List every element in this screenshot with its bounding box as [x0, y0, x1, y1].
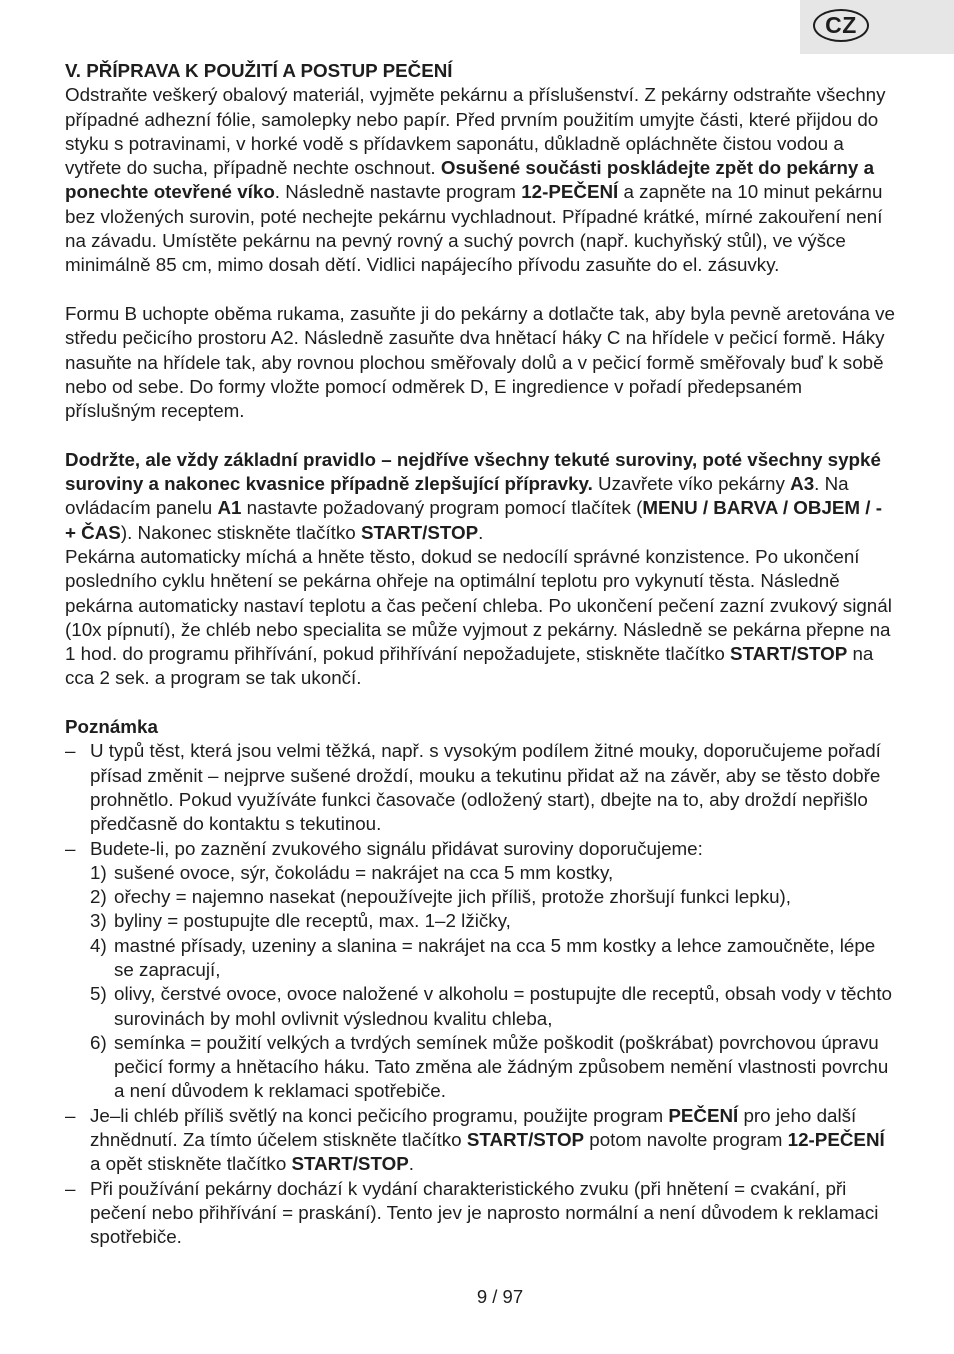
bold-run: MENU / BARVA / OBJEM / - + ČAS: [65, 497, 882, 543]
item-number: 6): [90, 1031, 107, 1053]
bold-run: Dodržte, ale vždy základní pravidlo – nejdříve všechny tekuté suroviny, poté všechny sypké suroviny a nakonec kvasnice případně zlepšující přípravky.: [65, 448, 881, 495]
item-text: sušené ovoce, sýr, čokoládu = nakrájet na cca 5 mm kostky,: [114, 861, 614, 883]
bold-run: A3: [790, 473, 815, 495]
bold-run: 12-PEČENÍ: [521, 181, 619, 203]
ingredient-list: [90, 861, 895, 1104]
note-list: [65, 739, 895, 1249]
numbered-item: [90, 934, 895, 983]
numbered-item: [90, 982, 895, 1031]
bold-run: 12-PEČENÍ: [787, 1129, 885, 1151]
bold-run: START/STOP: [730, 643, 848, 665]
paragraph-rule: [65, 448, 895, 545]
text-run: .: [478, 521, 484, 543]
list-item: – Při používání pekárny dochází k vydání charakteristického zvuku (při hnětení = cvakání, při pečení nebo přihřívání = praskání). Tento jev je naprosto normální a není důvodem k reklamaci spotřebiče.: [65, 1177, 895, 1250]
item-text: byliny = postupujte dle receptů, max. 1–2 lžičky,: [114, 910, 511, 932]
item-number: 2): [90, 886, 107, 908]
numbered-item: [90, 1031, 895, 1104]
paragraph-process: [65, 545, 895, 691]
paragraph-form: Formu B uchopte oběma rukama, zasuňte ji do pekárny a dotlačte tak, aby byla pevně aretována ve středu pečicího prostoru A2. Následně zasuňte dva hnětací háky C na hřídele v pečicí formě. Háky nasuňte na hřídele tak, aby rovnou plochou směřovaly dolů a v pečicí formě směřovaly buď k sobě nebo od sebe. Do formy vložte pomocí odměrek D, E ingredience v pořadí předepsaném příslušným receptem.: [65, 302, 895, 422]
bold-run: START/STOP: [291, 1153, 409, 1175]
text-run: . Na ovládacím panelu: [65, 473, 849, 519]
numbered-item: [90, 909, 895, 933]
language-badge: CZ: [813, 9, 869, 42]
text-run: a opět stiskněte tlačítko: [90, 1153, 292, 1175]
numbered-item: [90, 885, 895, 909]
language-tab: [800, 0, 954, 54]
page-number: 9 / 97: [476, 1286, 524, 1307]
text-run: Je–li chléb příliš světlý na konci pečicího programu, použijte program: [90, 1104, 669, 1126]
item-number: 4): [90, 934, 107, 956]
text-run: ). Nakonec stiskněte tlačítko: [120, 521, 361, 543]
text-run: Uzavřete víko pekárny: [592, 473, 791, 495]
item-text: semínka = použití velkých a tvrdých semínek může poškodit (poškrábat) povrchovou úpravu pečicí formy a hnětacího háku. Tato změna ale žádným způsobem nemění vlastnosti povrchu a není důvodem k reklamaci spotřebiče.: [114, 1031, 889, 1102]
text-run: Pekárna automaticky míchá a hněte těsto, dokud se nedocílí správné konzistence. Po ukončení posledního cyklu hnětení se pekárna ohřeje na optimální teplotu pro vykynutí těsta. Následně pekárna automaticky nastaví teplotu a čas pečení chleba. Po ukončení pečení zazní zvukový signál (10x pípnutí), že chléb nebo specialita se může vyjmout z pekárny. Následně se pekárna přepne na 1 hod. do programu přihřívání, pokud přihřívání nepožadujete, stiskněte tlačítko: [65, 545, 892, 665]
paragraph-preparation: [65, 83, 895, 277]
text-run: potom navolte program: [584, 1129, 788, 1151]
text-run: na cca 2 sek. a program se tak ukončí.: [65, 643, 874, 689]
bold-run: Osušené součásti poskládejte zpět do pekárny a ponechte otevřené víko: [65, 157, 875, 203]
item-text: mastné přísady, uzeniny a slanina = nakrájet na cca 5 mm kostky a lehce zamoučněte, lépe se zapracují,: [114, 934, 876, 980]
item-number: 1): [90, 861, 107, 883]
text-run: Budete-li, po zaznění zvukového signálu přidávat suroviny doporučujeme:: [90, 837, 703, 859]
text-run: Odstraňte veškerý obalový materiál, vyjměte pekárnu a příslušenství. Z pekárny odstraňte všechny případné adhezní fólie, samolepky nebo papír. Před prvním použitím umyjte části, které přijdou do styku s potravinami, v horké vodě s přídavkem saponátu, důkladně opláchněte čistou vodou a vytřete do sucha, případně nechte oschnout.: [65, 84, 886, 179]
bold-run: A1: [217, 497, 242, 519]
text-run: . Následně nastavte program: [274, 181, 522, 203]
item-text: olivy, čerstvé ovoce, ovoce naložené v alkoholu = postupujte dle receptů, obsah vody v těchto surovinách by mohl ovlivnit výslednou kvalitu chleba,: [114, 983, 892, 1029]
bold-run: START/STOP: [360, 521, 479, 543]
item-number: 3): [90, 910, 107, 932]
item-number: 5): [90, 983, 107, 1005]
list-item: [65, 1104, 895, 1177]
text-run: pro jeho další zhnědnutí. Za tímto účelem stiskněte tlačítko: [90, 1104, 857, 1151]
note-heading: Poznámka: [65, 716, 158, 738]
item-text: ořechy = najemno nasekat (nepoužívejte jich příliš, protože zhoršují funkci lepku),: [114, 886, 791, 908]
numbered-item: [90, 861, 895, 885]
section-title: V. PŘÍPRAVA K POUŽITÍ A POSTUP PEČENÍ: [65, 60, 453, 81]
text-run: nastavte požadovaný program pomocí tlačítek (: [241, 497, 643, 519]
text-run: .: [408, 1153, 414, 1175]
list-item: – U typů těst, která jsou velmi těžká, např. s vysokým podílem žitné mouky, doporučujeme pořadí přísad změnit – nejprve sušené droždí, mouku a tekutinu přidat až na závěr, aby se těsto dobře prohnětlo. Pokud využíváte funkci časovače (odložený start), dbejte na to, aby droždí nepřišlo předčasně do kontaktu s tekutinou.: [65, 739, 895, 836]
bold-run: PEČENÍ: [668, 1104, 739, 1126]
document-body: [65, 59, 895, 1250]
list-item: [65, 837, 895, 1104]
bold-run: START/STOP: [466, 1129, 585, 1151]
text-run: a zapněte na 10 minut pekárnu bez vložených surovin, poté nechejte pekárnu vychladnout. Případné krátké, mírné zakouření není na závadu. Umístěte pekárnu na pevný rovný a suchý povrch (např. kuchyňský stůl), ve výšce minimálně 85 cm, mimo dosah dětí. Vidlici napájecího přívodu zasuňte do el. zásuvky.: [65, 181, 883, 276]
